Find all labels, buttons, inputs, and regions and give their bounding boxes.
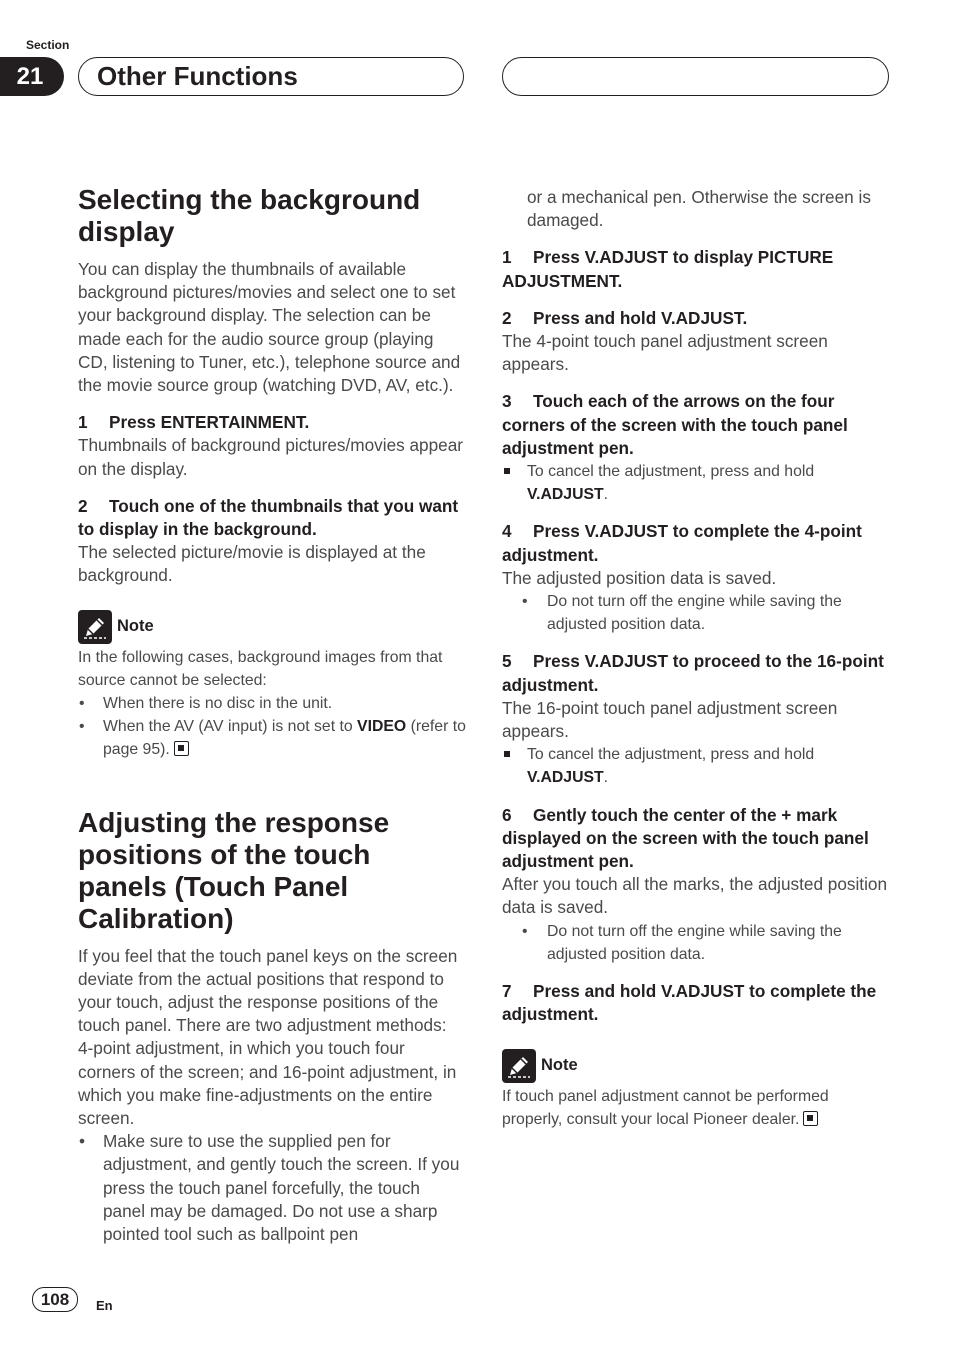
calib-step-5-body: The 16-point touch panel adjustment screen appears.: [502, 697, 838, 742]
note-label: Note: [117, 617, 154, 636]
pencil-note-icon: [502, 1049, 536, 1083]
calib-step-3: 3 Touch each of the arrows on the four corners of the screen with the touch panel adjustment pen.: [502, 391, 848, 458]
calibration-bullet: • Make sure to use the supplied pen for adjustment, and gently touch the screen. If you press the touch panel forcefully, the touch panel may be damaged. Do not use a sharp pointed tool such as ballpoint pen: [79, 1131, 460, 1245]
header-right-box: [502, 57, 889, 96]
pencil-note-icon: [78, 610, 112, 644]
note-bullet: • When there is no disc in the unit.: [79, 695, 333, 713]
step-number: 1: [78, 412, 88, 433]
note-header: [502, 1049, 890, 1083]
calib-step-5: 5 Press V.ADJUST to proceed to the 16-point adjustment.: [502, 651, 884, 695]
step-title: Touch one of the thumbnails that you want to display in the background.: [78, 495, 459, 540]
bg-step-1: [78, 411, 466, 434]
calib-step-1: 1 Press V.ADJUST to display PICTURE ADJUSTMENT.: [502, 247, 834, 291]
calibration-intro: If you feel that the touch panel keys on the screen deviate from the actual positions that respond to your touch, adjust the response positions of the touch panel. There are two adjustment methods: 4-point adjustment, in which you touch four corners of the screen; and 16-point adjustment, in which you make fine-adjustments on the entire screen.: [78, 945, 458, 1129]
calib-step-7: 7 Press and hold V.ADJUST to complete the adjustment.: [502, 981, 877, 1025]
calib-step-2-body: The 4-point touch panel adjustment screen appears.: [502, 331, 828, 375]
right-column: [502, 186, 890, 1131]
calib-step-4-body: The adjusted position data is saved.: [502, 567, 777, 588]
language-label: En: [96, 1298, 113, 1313]
calib-step-3-bullet: To cancel the adjustment, press and hold V.ADJUST.: [502, 460, 890, 506]
end-of-section-icon: [174, 741, 189, 756]
note-bullet: • When the AV (AV input) is not set to VIDEO (refer to page 95).: [79, 718, 466, 759]
section-number-badge: 21: [0, 57, 64, 96]
left-column: [78, 184, 466, 1246]
note-label: Note: [541, 1056, 578, 1074]
section-title: Other Functions: [78, 57, 464, 96]
bg-step-1-body: Thumbnails of background pictures/movies appear on the display.: [78, 435, 464, 479]
bg-heading: Selecting the background display: [78, 184, 421, 247]
bg-step-2: [78, 495, 466, 541]
page-number: 108: [32, 1287, 78, 1312]
calib-step-2: 2 Press and hold V.ADJUST.: [502, 307, 748, 328]
calib-step-6: 6 Gently touch the center of the + mark displayed on the screen with the touch panel adjustment pen.: [502, 804, 869, 872]
calib-step-6-bullet: • Do not turn off the engine while saving the adjusted position data.: [522, 922, 842, 963]
note-header: [78, 610, 466, 644]
note-body: If touch panel adjustment cannot be performed properly, consult your local Pioneer dealer.: [502, 1087, 829, 1128]
step-title: Press ENTERTAINMENT.: [109, 412, 310, 433]
end-of-section-icon: [803, 1111, 818, 1126]
bg-intro: You can display the thumbnails of available background pictures/movies and select one to set your background display. The selection can be made each for the audio source group (playing CD, listening to Tuner, etc.), telephone source and the movie source group (watching DVD, AV, etc.).: [78, 259, 461, 396]
calib-step-4-bullet: • Do not turn off the engine while saving the adjusted position data.: [522, 593, 842, 634]
section-label: Section: [26, 38, 70, 52]
calib-step-5-bullet: To cancel the adjustment, press and hold V.ADJUST.: [502, 743, 890, 789]
calib-step-6-body: After you touch all the marks, the adjusted position data is saved.: [502, 874, 888, 918]
calibration-heading: Adjusting the response positions of the touch panels (Touch Panel Calibration): [78, 806, 390, 934]
bg-step-2-body: The selected picture/movie is displayed at the background.: [78, 542, 426, 586]
note-intro: In the following cases, background images from that source cannot be selected:: [78, 648, 443, 689]
step-number: 2: [78, 495, 88, 516]
continued-text: or a mechanical pen. Otherwise the screen is damaged.: [527, 187, 871, 231]
calib-step-4: 4 Press V.ADJUST to complete the 4-point adjustment.: [502, 521, 862, 565]
